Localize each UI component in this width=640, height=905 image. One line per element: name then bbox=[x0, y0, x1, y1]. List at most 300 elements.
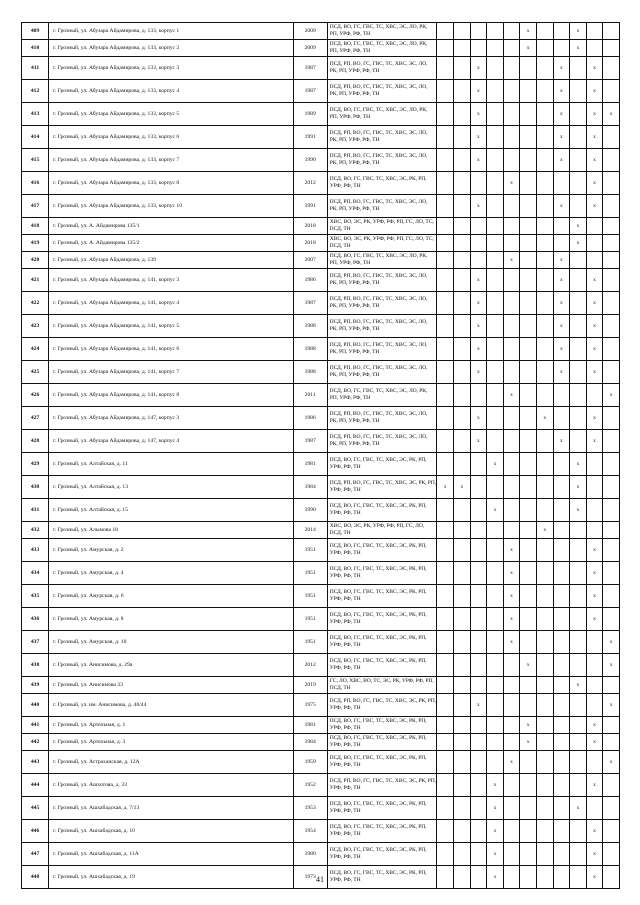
marker-cell bbox=[553, 172, 570, 195]
marker-cell bbox=[470, 23, 487, 40]
marker-cell bbox=[536, 774, 553, 797]
marker-cell bbox=[570, 522, 587, 539]
marker-cell bbox=[570, 361, 587, 384]
marker-cell: x bbox=[503, 751, 520, 774]
row-number: 422 bbox=[22, 292, 49, 315]
marker-cell bbox=[570, 774, 587, 797]
marker-cell: x bbox=[503, 585, 520, 608]
marker-cell bbox=[570, 631, 587, 654]
address-cell: г. Грозный, ул. Абузара Айдамирова, д. 133, корпус 1 bbox=[49, 23, 293, 40]
marker-cell bbox=[520, 269, 537, 292]
marker-cell: x bbox=[553, 315, 570, 338]
year-cell: 1990 bbox=[293, 499, 327, 522]
marker-cell bbox=[454, 338, 471, 361]
marker-cell: x bbox=[586, 866, 603, 889]
row-number: 421 bbox=[22, 269, 49, 292]
marker-cell bbox=[586, 384, 603, 407]
marker-cell: x bbox=[487, 499, 504, 522]
marker-cell bbox=[487, 631, 504, 654]
marker-cell bbox=[503, 80, 520, 103]
marker-cell bbox=[536, 195, 553, 218]
table-row bbox=[22, 820, 620, 843]
marker-cell bbox=[520, 843, 537, 866]
marker-cell bbox=[470, 384, 487, 407]
address-cell: г. Грозный, ул. Абузара Айдамирова, д. 133, корпус 10 bbox=[49, 195, 293, 218]
works-cell: ПСД, РП, ВО, ГС, ГВС, ТС, ХВС, ЭС, ЛО, РК, РП, УРФ, РФ, ТН bbox=[327, 292, 437, 315]
marker-cell bbox=[570, 820, 587, 843]
marker-cell bbox=[487, 384, 504, 407]
marker-cell bbox=[437, 195, 454, 218]
marker-cell bbox=[520, 126, 537, 149]
marker-cell bbox=[536, 80, 553, 103]
table-row bbox=[22, 172, 620, 195]
marker-cell bbox=[536, 269, 553, 292]
marker-cell bbox=[570, 717, 587, 734]
marker-cell: x bbox=[520, 717, 537, 734]
table-row bbox=[22, 338, 620, 361]
year-cell: 1988 bbox=[293, 361, 327, 384]
address-cell: г. Грозный, ул. Амурская, д. 10 bbox=[49, 631, 293, 654]
marker-cell: x bbox=[503, 252, 520, 269]
marker-cell bbox=[470, 843, 487, 866]
row-number: 414 bbox=[22, 126, 49, 149]
marker-cell bbox=[603, 734, 620, 751]
marker-cell bbox=[470, 797, 487, 820]
marker-cell bbox=[570, 195, 587, 218]
marker-cell: x bbox=[570, 453, 587, 476]
address-cell: г. Грозный, ул. Ашхотова, д. 33 bbox=[49, 774, 293, 797]
marker-cell bbox=[570, 149, 587, 172]
marker-cell bbox=[553, 751, 570, 774]
marker-cell bbox=[503, 453, 520, 476]
marker-cell bbox=[470, 252, 487, 269]
marker-cell bbox=[553, 677, 570, 694]
marker-cell bbox=[470, 774, 487, 797]
table-row bbox=[22, 195, 620, 218]
marker-cell: x bbox=[503, 608, 520, 631]
row-number: 413 bbox=[22, 103, 49, 126]
marker-cell bbox=[503, 694, 520, 717]
marker-cell bbox=[586, 677, 603, 694]
marker-cell bbox=[454, 562, 471, 585]
marker-cell: x bbox=[586, 734, 603, 751]
year-cell: 1973 bbox=[293, 866, 327, 889]
marker-cell bbox=[520, 384, 537, 407]
year-cell: 1990 bbox=[293, 149, 327, 172]
marker-cell bbox=[536, 292, 553, 315]
marker-cell bbox=[603, 40, 620, 57]
marker-cell bbox=[454, 717, 471, 734]
year-cell: 2018 bbox=[293, 218, 327, 235]
marker-cell bbox=[454, 677, 471, 694]
row-number: 425 bbox=[22, 361, 49, 384]
marker-cell bbox=[437, 57, 454, 80]
marker-cell bbox=[570, 384, 587, 407]
works-cell: ПСД, ВО, ГС, ГВС, ТС, ХВС, ЭС, РК, РП, УРФ, РФ, ТН bbox=[327, 654, 437, 677]
works-cell: ПСД, РП, ВО, ГС, ГВС, ТС, ХВС, ЭС, ЛО, РК, РП, УРФ, РФ, ТН bbox=[327, 126, 437, 149]
marker-cell bbox=[536, 430, 553, 453]
address-cell: г. Грозный, ул. Амурская, д. 4 bbox=[49, 562, 293, 585]
marker-cell bbox=[503, 734, 520, 751]
marker-cell bbox=[487, 717, 504, 734]
marker-cell: x bbox=[470, 80, 487, 103]
year-cell: 1984 bbox=[293, 476, 327, 499]
marker-cell bbox=[503, 40, 520, 57]
year-cell: 1986 bbox=[293, 269, 327, 292]
year-cell: 1991 bbox=[293, 195, 327, 218]
year-cell: 2009 bbox=[293, 40, 327, 57]
marker-cell bbox=[570, 430, 587, 453]
marker-cell: x bbox=[520, 23, 537, 40]
marker-cell bbox=[454, 407, 471, 430]
table-row bbox=[22, 252, 620, 269]
marker-cell bbox=[553, 820, 570, 843]
marker-cell bbox=[520, 562, 537, 585]
marker-cell bbox=[553, 499, 570, 522]
address-cell: г. Грозный, ул. А. Айдамирова 135/2 bbox=[49, 235, 293, 252]
marker-cell bbox=[487, 751, 504, 774]
marker-cell bbox=[570, 57, 587, 80]
marker-cell bbox=[454, 522, 471, 539]
table-row bbox=[22, 292, 620, 315]
marker-cell bbox=[536, 797, 553, 820]
marker-cell bbox=[437, 585, 454, 608]
works-cell: ПСД, ВО, ГС, ГВС, ТС, ХВС, ЭС, РК, РП, УРФ, РФ, ТН bbox=[327, 172, 437, 195]
marker-cell bbox=[470, 585, 487, 608]
marker-cell: x bbox=[553, 269, 570, 292]
marker-cell bbox=[437, 820, 454, 843]
marker-cell bbox=[553, 453, 570, 476]
marker-cell: x bbox=[553, 57, 570, 80]
marker-cell bbox=[570, 126, 587, 149]
year-cell: 1987 bbox=[293, 292, 327, 315]
marker-cell bbox=[454, 23, 471, 40]
marker-cell bbox=[536, 499, 553, 522]
year-cell: 1981 bbox=[293, 717, 327, 734]
marker-cell bbox=[520, 57, 537, 80]
marker-cell bbox=[603, 677, 620, 694]
marker-cell bbox=[570, 562, 587, 585]
marker-cell: x bbox=[487, 453, 504, 476]
address-cell: г. Грозный, ул. Абузара Айдамирова, д. 141, корпус 4 bbox=[49, 292, 293, 315]
page-number: 41 bbox=[316, 875, 324, 884]
row-number: 420 bbox=[22, 252, 49, 269]
marker-cell bbox=[536, 843, 553, 866]
row-number: 434 bbox=[22, 562, 49, 585]
marker-cell bbox=[454, 149, 471, 172]
marker-cell bbox=[553, 717, 570, 734]
marker-cell bbox=[503, 430, 520, 453]
year-cell: 1988 bbox=[293, 315, 327, 338]
marker-cell bbox=[603, 126, 620, 149]
marker-cell bbox=[603, 269, 620, 292]
marker-cell bbox=[570, 694, 587, 717]
marker-cell bbox=[603, 797, 620, 820]
address-cell: г. Грозный, ул. Абузара Айдамирова, д. 133, корпус 2 bbox=[49, 40, 293, 57]
marker-cell bbox=[520, 631, 537, 654]
table-row bbox=[22, 539, 620, 562]
marker-cell bbox=[520, 235, 537, 252]
marker-cell bbox=[470, 539, 487, 562]
marker-cell bbox=[536, 338, 553, 361]
marker-cell bbox=[503, 269, 520, 292]
marker-cell bbox=[503, 774, 520, 797]
marker-cell bbox=[454, 585, 471, 608]
marker-cell: x bbox=[586, 430, 603, 453]
marker-cell bbox=[520, 361, 537, 384]
marker-cell bbox=[553, 40, 570, 57]
marker-cell bbox=[454, 315, 471, 338]
marker-cell bbox=[520, 820, 537, 843]
marker-cell bbox=[603, 218, 620, 235]
marker-cell bbox=[454, 820, 471, 843]
marker-cell bbox=[520, 430, 537, 453]
register-body bbox=[22, 23, 620, 889]
marker-cell: x bbox=[603, 384, 620, 407]
marker-cell bbox=[503, 292, 520, 315]
row-number: 444 bbox=[22, 774, 49, 797]
works-cell: ПСД, ВО, ГС, ГВС, ТС, ХВС, ЭС, РК, РП, УРФ, РФ, ТН bbox=[327, 499, 437, 522]
row-number: 418 bbox=[22, 218, 49, 235]
marker-cell bbox=[586, 631, 603, 654]
marker-cell bbox=[586, 654, 603, 677]
marker-cell bbox=[520, 774, 537, 797]
marker-cell bbox=[520, 103, 537, 126]
marker-cell bbox=[553, 218, 570, 235]
year-cell: 1989 bbox=[293, 103, 327, 126]
marker-cell: x bbox=[470, 430, 487, 453]
marker-cell bbox=[570, 843, 587, 866]
marker-cell bbox=[470, 820, 487, 843]
address-cell: г. Грозный, ул. им. Анисимова, д. 40/44 bbox=[49, 694, 293, 717]
marker-cell bbox=[454, 654, 471, 677]
year-cell: 1951 bbox=[293, 631, 327, 654]
marker-cell bbox=[570, 734, 587, 751]
address-cell: г. Грозный, ул. Абузара Айдамирова, д. 133, корпус 4 bbox=[49, 80, 293, 103]
address-cell: г. Грозный, ул. Артельная, д. 3 bbox=[49, 734, 293, 751]
marker-cell bbox=[586, 40, 603, 57]
year-cell: 2019 bbox=[293, 677, 327, 694]
row-number: 430 bbox=[22, 476, 49, 499]
marker-cell: x bbox=[586, 126, 603, 149]
marker-cell bbox=[570, 172, 587, 195]
marker-cell bbox=[437, 23, 454, 40]
marker-cell: x bbox=[470, 292, 487, 315]
row-number: 415 bbox=[22, 149, 49, 172]
works-cell: ПСД, ВО, ГС, ГВС, ТС, ХВС, ЭС, РК, РП, УРФ, РФ, ТН bbox=[327, 734, 437, 751]
marker-cell: x bbox=[586, 149, 603, 172]
marker-cell bbox=[570, 315, 587, 338]
marker-cell bbox=[437, 717, 454, 734]
marker-cell bbox=[437, 292, 454, 315]
marker-cell: x bbox=[586, 172, 603, 195]
marker-cell bbox=[487, 103, 504, 126]
marker-cell bbox=[487, 654, 504, 677]
marker-cell: x bbox=[454, 476, 471, 499]
marker-cell bbox=[553, 734, 570, 751]
address-cell: г. Грозный, ул. Ашхабадская, д. 10 bbox=[49, 820, 293, 843]
marker-cell bbox=[553, 476, 570, 499]
marker-cell bbox=[470, 499, 487, 522]
table-row bbox=[22, 384, 620, 407]
marker-cell bbox=[454, 843, 471, 866]
marker-cell bbox=[520, 407, 537, 430]
marker-cell bbox=[454, 694, 471, 717]
marker-cell bbox=[487, 677, 504, 694]
marker-cell: x bbox=[503, 172, 520, 195]
marker-cell: x bbox=[536, 407, 553, 430]
year-cell: 1951 bbox=[293, 562, 327, 585]
table-row bbox=[22, 149, 620, 172]
marker-cell bbox=[536, 562, 553, 585]
marker-cell bbox=[536, 103, 553, 126]
marker-cell bbox=[603, 608, 620, 631]
marker-cell bbox=[570, 608, 587, 631]
marker-cell bbox=[603, 522, 620, 539]
marker-cell bbox=[487, 694, 504, 717]
marker-cell bbox=[520, 218, 537, 235]
works-cell: ПСД, ВО, ГС, ГВС, ТС, ХВС, ЭС, ЛО, РК, РП, УРФ, РФ, ТН bbox=[327, 252, 437, 269]
marker-cell bbox=[553, 23, 570, 40]
table-row bbox=[22, 80, 620, 103]
address-cell: г. Грозный, ул. Алтайская, д. 15 bbox=[49, 499, 293, 522]
marker-cell bbox=[603, 843, 620, 866]
marker-cell bbox=[437, 677, 454, 694]
table-row bbox=[22, 774, 620, 797]
year-cell: 1984 bbox=[293, 734, 327, 751]
marker-cell: x bbox=[586, 338, 603, 361]
marker-cell bbox=[603, 235, 620, 252]
year-cell: 2018 bbox=[293, 235, 327, 252]
marker-cell bbox=[437, 149, 454, 172]
marker-cell bbox=[454, 269, 471, 292]
marker-cell bbox=[437, 631, 454, 654]
marker-cell bbox=[536, 751, 553, 774]
marker-cell bbox=[570, 585, 587, 608]
marker-cell bbox=[454, 126, 471, 149]
row-number: 435 bbox=[22, 585, 49, 608]
marker-cell: x bbox=[586, 562, 603, 585]
marker-cell bbox=[487, 562, 504, 585]
marker-cell bbox=[520, 252, 537, 269]
marker-cell bbox=[603, 338, 620, 361]
marker-cell bbox=[487, 539, 504, 562]
address-cell: г. Грозный, ул. Амурская, д. 8 bbox=[49, 608, 293, 631]
marker-cell bbox=[536, 453, 553, 476]
address-cell: г. Грозный, ул. Абузара Айдамирова, д. 141, корпус 6 bbox=[49, 338, 293, 361]
marker-cell bbox=[603, 407, 620, 430]
table-row bbox=[22, 608, 620, 631]
marker-cell: x bbox=[586, 269, 603, 292]
marker-cell bbox=[437, 734, 454, 751]
marker-cell bbox=[487, 195, 504, 218]
address-cell: г. Грозный, ул. Абузара Айдамирова, д. 141, корпус 5 bbox=[49, 315, 293, 338]
marker-cell bbox=[520, 797, 537, 820]
marker-cell: x bbox=[570, 476, 587, 499]
marker-cell bbox=[536, 40, 553, 57]
marker-cell bbox=[570, 103, 587, 126]
register-sheet bbox=[21, 22, 620, 889]
marker-cell: x bbox=[520, 40, 537, 57]
marker-cell bbox=[470, 522, 487, 539]
marker-cell bbox=[586, 218, 603, 235]
marker-cell bbox=[536, 361, 553, 384]
marker-cell bbox=[454, 539, 471, 562]
works-cell: ПСД, РП, ВО, ГС, ГВС, ТС, ХВС, ЭС, ЛО, РК, РП, УРФ, РФ, ТН bbox=[327, 315, 437, 338]
marker-cell bbox=[536, 654, 553, 677]
marker-cell bbox=[603, 774, 620, 797]
marker-cell bbox=[520, 315, 537, 338]
marker-cell bbox=[454, 734, 471, 751]
marker-cell bbox=[487, 149, 504, 172]
marker-cell bbox=[603, 172, 620, 195]
marker-cell bbox=[503, 338, 520, 361]
marker-cell bbox=[553, 654, 570, 677]
marker-cell bbox=[437, 126, 454, 149]
marker-cell bbox=[570, 338, 587, 361]
marker-cell bbox=[520, 608, 537, 631]
marker-cell bbox=[520, 292, 537, 315]
works-cell: ПСД, ВО, ГС, ГВС, ТС, ХВС, ЭС, РК, РП, УРФ, РФ, ТН bbox=[327, 717, 437, 734]
marker-cell bbox=[520, 149, 537, 172]
marker-cell: x bbox=[570, 218, 587, 235]
marker-cell: x bbox=[586, 539, 603, 562]
marker-cell: x bbox=[603, 654, 620, 677]
marker-cell: x bbox=[553, 103, 570, 126]
marker-cell bbox=[536, 585, 553, 608]
marker-cell bbox=[454, 103, 471, 126]
works-cell: ПСД, ВО, ГС, ГВС, ТС, ХВС, ЭС, РК, РП, УРФ, РФ, ТН bbox=[327, 797, 437, 820]
row-number: 436 bbox=[22, 608, 49, 631]
marker-cell bbox=[603, 292, 620, 315]
address-cell: г. Грозный, ул. Абузара Айдамирова, д. 141, корпус 8 bbox=[49, 384, 293, 407]
works-cell: ХВС, ВО, ЭС, РК, УРФ, РФ, РП, ГС, ЛО, ТС, ПСД, ТН bbox=[327, 235, 437, 252]
marker-cell bbox=[520, 195, 537, 218]
marker-cell: x bbox=[470, 269, 487, 292]
marker-cell bbox=[553, 585, 570, 608]
marker-cell: x bbox=[553, 252, 570, 269]
marker-cell: x bbox=[470, 338, 487, 361]
marker-cell bbox=[503, 476, 520, 499]
works-cell: ПСД, ВО, ГС, ГВС, ТС, ХВС, ЭС, РК, РП, УРФ, РФ, ТН bbox=[327, 453, 437, 476]
address-cell: г. Грозный, ул. Абузара Айдамирова, д. 141, корпус 7 bbox=[49, 361, 293, 384]
marker-cell: x bbox=[487, 866, 504, 889]
address-cell: г. Грозный, ул. Абузара Айдамирова, д. 139 bbox=[49, 252, 293, 269]
housing-register-table bbox=[21, 22, 620, 889]
marker-cell: x bbox=[520, 654, 537, 677]
marker-cell bbox=[570, 269, 587, 292]
marker-cell bbox=[487, 522, 504, 539]
works-cell: ПСД, ВО, ГС, ГВС, ТС, ХВС, ЭС, РК, РП, УРФ, РФ, ТН bbox=[327, 751, 437, 774]
marker-cell bbox=[454, 499, 471, 522]
works-cell: ХВС, ВО, ЭС, РК, УРФ, РФ, РП, ГС, ЛО, ТС, ПСД, ТН bbox=[327, 218, 437, 235]
row-number: 427 bbox=[22, 407, 49, 430]
row-number: 442 bbox=[22, 734, 49, 751]
marker-cell bbox=[503, 820, 520, 843]
marker-cell: x bbox=[487, 843, 504, 866]
works-cell: ХВС, ВО, ЭС, РК, УРФ, РФ, РП, ГС, ЛО, ПСД, ТН bbox=[327, 522, 437, 539]
marker-cell: x bbox=[553, 430, 570, 453]
marker-cell bbox=[536, 539, 553, 562]
marker-cell bbox=[487, 430, 504, 453]
marker-cell bbox=[454, 218, 471, 235]
marker-cell bbox=[570, 407, 587, 430]
marker-cell bbox=[570, 292, 587, 315]
marker-cell bbox=[470, 751, 487, 774]
marker-cell bbox=[603, 23, 620, 40]
marker-cell: x bbox=[570, 235, 587, 252]
marker-cell bbox=[536, 734, 553, 751]
